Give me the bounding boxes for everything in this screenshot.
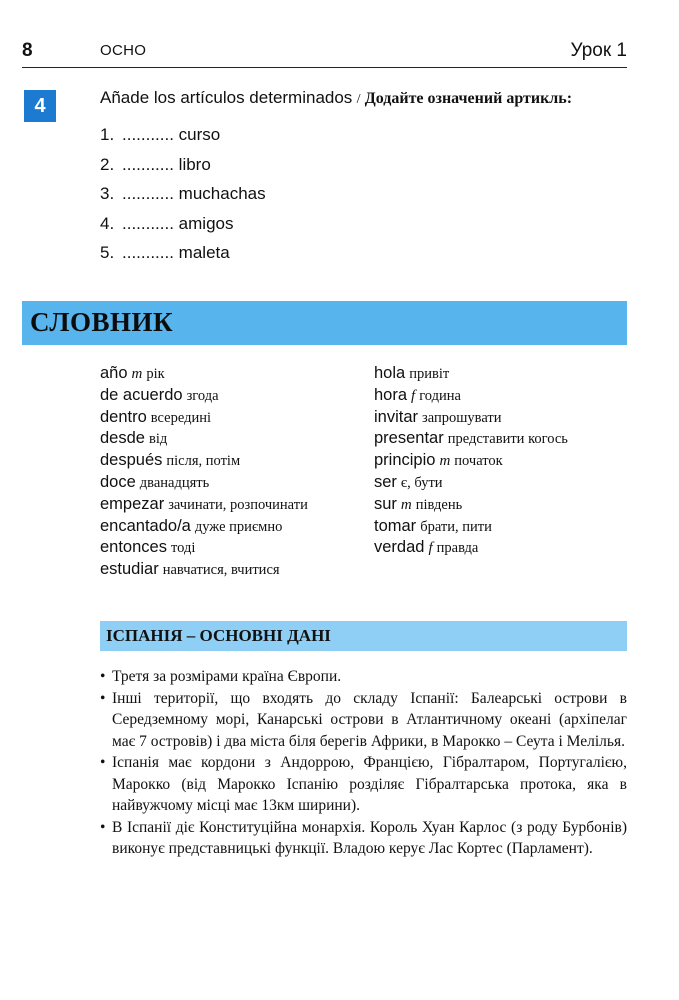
vocab-translation: представити когось — [447, 431, 568, 448]
vocab-term: ser — [374, 472, 397, 491]
vocab-translation: від — [148, 431, 168, 448]
spain-facts-list — [100, 666, 627, 860]
vocab-translation: всередині — [150, 409, 212, 426]
vocab-entry — [374, 450, 568, 472]
exercise-item-number: 5. — [100, 243, 115, 262]
vocab-entry — [374, 407, 568, 429]
vocab-gender: f — [428, 540, 433, 557]
exercise-item — [100, 242, 266, 272]
vocab-gender: f — [411, 387, 416, 404]
exercise-instruction — [100, 88, 572, 108]
vocab-term: entonces — [100, 538, 167, 557]
vocab-term: año — [100, 364, 128, 382]
vocab-term: hola — [374, 364, 406, 382]
vocab-translation: навчатися, вчитися — [162, 562, 280, 579]
vocab-term: hora — [374, 385, 408, 404]
vocab-term: después — [100, 451, 163, 470]
vocab-term: principio — [374, 451, 436, 470]
vocab-translation: південь — [415, 496, 463, 513]
exercise-item-number: 1. — [100, 125, 115, 144]
spain-section-banner — [100, 621, 627, 651]
instruction-ukrainian: Додайте означений артикль: — [364, 90, 573, 107]
vocab-translation: початок — [454, 453, 503, 470]
lesson-label: Урок 1 — [570, 40, 627, 61]
page-number: 8 — [22, 40, 33, 61]
vocab-translation: година — [419, 387, 461, 404]
exercise-item-text: ........... muchachas — [122, 184, 266, 203]
vocab-term: tomar — [374, 516, 417, 535]
vocab-entry — [100, 537, 308, 559]
vocab-entry — [374, 385, 568, 407]
exercise-item — [100, 213, 266, 243]
vocabulary-right-column — [374, 363, 568, 559]
vocab-gender: m — [400, 496, 412, 513]
vocab-entry — [100, 559, 308, 581]
exercise-item-text: ........... libro — [122, 154, 211, 174]
vocab-entry — [374, 472, 568, 494]
vocab-entry — [100, 450, 308, 472]
vocab-term: invitar — [374, 407, 419, 426]
vocab-translation: після, потім — [166, 453, 241, 470]
vocab-entry — [100, 516, 308, 538]
vocab-translation: згода — [186, 387, 219, 404]
vocab-entry — [374, 494, 568, 516]
vocab-term: desde — [100, 429, 145, 448]
exercise-item-number: 3. — [100, 184, 115, 203]
exercise-item-text: ........... curso — [122, 125, 221, 144]
instruction-separator: / — [356, 92, 361, 107]
fact-item: • Іспанія має кордони з Андоррою, Францією, Гібралтаром, Португалією, Марокко (від Марокко Іспанію розділяє Гібралтарська протока, яка в найвужчому місці має 13км ширини). — [100, 752, 627, 817]
vocab-translation: зачинати, розпочинати — [168, 496, 308, 513]
vocab-translation: є, бути — [400, 474, 443, 491]
vocab-entry — [100, 363, 308, 385]
vocab-entry — [374, 363, 568, 385]
exercise-item — [100, 154, 266, 184]
exercise-item-text: ........... maleta — [122, 243, 230, 262]
vocab-gender: m — [439, 453, 451, 470]
vocab-translation: тоді — [170, 540, 196, 557]
vocab-entry — [374, 428, 568, 450]
fact-item: • В Іспанії діє Конституційна монархія. Король Хуан Карлос (з роду Бурбонів) виконує представницькі функції. Владою керує Лас Кортес (Парламент). — [100, 817, 627, 860]
vocab-term: estudiar — [100, 560, 159, 579]
vocab-term: presentar — [374, 429, 444, 448]
vocab-translation: дуже приємно — [194, 518, 283, 535]
spain-section-title: ІСПАНІЯ – ОСНОВНІ ДАНІ — [106, 626, 331, 645]
vocab-entry — [100, 407, 308, 429]
vocab-entry — [100, 472, 308, 494]
vocab-translation: запрошувати — [422, 409, 502, 426]
exercise-item-number: 4. — [100, 213, 115, 233]
exercise-number-badge: 4 — [24, 90, 56, 122]
vocab-translation: дванадцять — [139, 474, 210, 491]
exercise-item — [100, 124, 266, 154]
vocab-entry — [374, 516, 568, 538]
vocab-entry — [100, 385, 308, 407]
vocab-gender: m — [131, 366, 143, 382]
instruction-spanish: Añade los artículos determinados — [100, 88, 353, 107]
vocab-translation: правда — [436, 540, 479, 557]
fact-item: • Інші території, що входять до складу Іспанії: Балеарські острови в Середземному морі, Канарські острови в Атлантичному океані (архіпелаг має 7 островів) і два міста біля берегів Африки, в Марокко – Сеута і Мелілья. — [100, 688, 627, 753]
running-title: ОСНО — [100, 42, 147, 59]
vocab-term: encantado/a — [100, 516, 191, 535]
vocab-translation: привіт — [409, 366, 450, 382]
vocab-entry — [100, 428, 308, 450]
vocab-entry — [374, 537, 568, 559]
vocab-entry — [100, 494, 308, 516]
vocabulary-left-column — [100, 363, 308, 581]
exercise-item — [100, 183, 266, 213]
exercise-item-number: 2. — [100, 154, 115, 174]
exercise-items — [100, 124, 266, 272]
vocabulary-title: СЛОВНИК — [30, 307, 174, 337]
vocab-term: sur — [374, 494, 397, 513]
vocab-term: doce — [100, 472, 136, 491]
vocab-term: verdad — [374, 538, 425, 557]
vocabulary-banner — [22, 301, 627, 345]
header-divider — [22, 67, 627, 68]
fact-item: • Третя за розмірами країна Європи. — [100, 666, 627, 688]
vocab-translation: рік — [146, 366, 165, 382]
vocab-term: empezar — [100, 494, 165, 513]
exercise-item-text: ........... amigos — [122, 213, 234, 233]
vocab-translation: брати, пити — [420, 518, 492, 535]
vocab-term: dentro — [100, 407, 147, 426]
vocab-term: de acuerdo — [100, 385, 183, 404]
